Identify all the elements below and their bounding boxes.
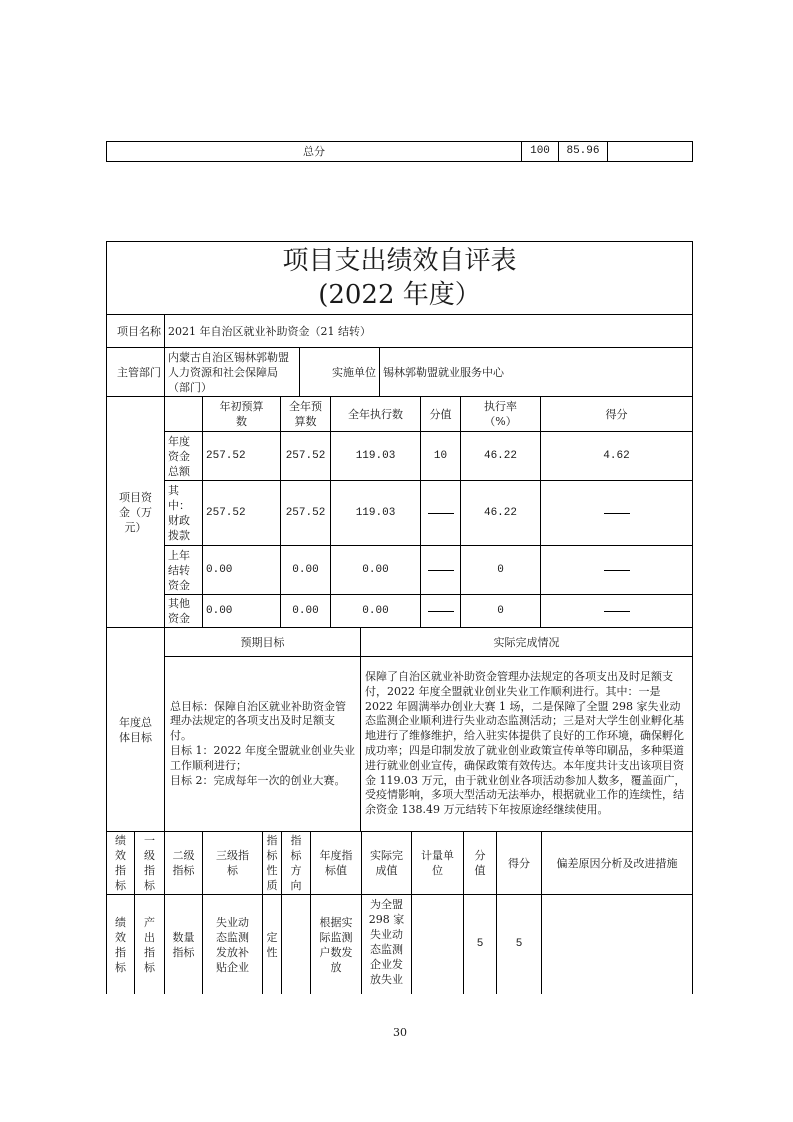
dash-mark (428, 570, 454, 571)
ind-row-perf: 绩效指标 (106, 894, 135, 994)
ind-header-unit: 计量单位 (411, 831, 464, 895)
dash-mark (604, 611, 630, 612)
ind-row-unit (411, 894, 464, 994)
ind-row-score: 5 (496, 894, 542, 994)
ind-header-level2: 二级指标 (164, 831, 203, 895)
form-title-line1: 项目支出绩效自评表 (282, 246, 517, 276)
funds-header-weight: 分值 (420, 396, 461, 432)
funds-header-executed: 全年执行数 (330, 396, 421, 432)
dash-mark (604, 570, 630, 571)
ind-header-perf: 绩效指标 (106, 831, 135, 895)
funds-row-label: 年度资金总额 (164, 431, 203, 481)
ind-header-actual: 实际完成值 (361, 831, 412, 895)
total-max: 100 (521, 141, 559, 162)
funds-row-annual: 0.00 (280, 545, 331, 595)
dash-mark (428, 513, 454, 514)
funds-row-label: 其中：财政拨款 (164, 480, 203, 546)
ind-row-target: 根据实际监测户数发放 (310, 894, 362, 994)
ind-row-actual: 为全盟 298 家失业动态监测企业发放失业 (361, 894, 412, 994)
funds-row-rate: 46.22 (460, 431, 541, 481)
funds-row-initial: 257.52 (202, 480, 281, 546)
funds-row-annual: 257.52 (280, 480, 331, 546)
ind-row-nature: 定性 (262, 894, 282, 994)
funds-row-rate: 0 (460, 594, 541, 628)
dept-value: 内蒙古自治区锡林郭勒盟人力资源和社会保障局（部门） (164, 347, 300, 397)
dash-mark (428, 611, 454, 612)
funds-header-initial: 年初预算数 (202, 396, 281, 432)
ind-header-score: 得分 (496, 831, 542, 895)
funds-header-annual: 全年预算数 (280, 396, 331, 432)
project-name-label: 项目名称 (106, 314, 165, 348)
ind-header-weight: 分值 (463, 831, 497, 895)
total-label: 总分 (106, 141, 522, 162)
ind-row-deviation (541, 894, 693, 994)
page-number: 30 (393, 1026, 407, 1039)
funds-header-rate: 执行率（%） (460, 396, 541, 432)
funds-row-annual: 257.52 (280, 431, 331, 481)
form-title-line2: (2022 年度） (318, 280, 481, 310)
goals-expected-text: 总目标：保障自治区就业补助资金管理办法规定的各项支出及时足额支付。 目标 1：2022 年度全盟就业创业失业工作顺利进行； 目标 2：完成每年一次的创业大赛。 (164, 656, 361, 832)
funds-row-score: 4.62 (540, 431, 693, 481)
goals-expected-header: 预期目标 (164, 627, 361, 657)
ind-row-weight: 5 (463, 894, 497, 994)
ind-row-level2: 数量指标 (164, 894, 203, 994)
ind-header-nature: 指标性质 (262, 831, 282, 895)
funds-row-score (540, 480, 693, 546)
total-note (607, 141, 693, 162)
ind-row-direction (281, 894, 311, 994)
funds-row-label: 上年结转资金 (164, 545, 203, 595)
goals-actual-text: 保障了自治区就业补助资金管理办法规定的各项支出及时足额支付，2022 年度全盟就业创业失业工作顺利进行。其中：一是 2022 年圆满举办创业大赛 1 场，二是保障了全盟 298 家失业动态监测企业顺利进行失业动态监测活动；三是对大学生创业孵化基地进行了维修维护，给入驻实体提供了良好的工作环境，确保孵化成功率；四是印制发放了就业创业政策宣传单等印刷品，多种渠道进行就业创业宣传，确保政策有效传达。本年度共计支出该项目资金 119.03 万元，由于就业创业各项活动参加人数多，覆盖面广，受疫情影响，多项大型活动无法举办，根据就业工作的连续性，结余资金 138.49 万元结转下年按原途经继续使用。 (360, 656, 693, 832)
funds-row-weight (420, 545, 461, 595)
funds-row-weight (420, 480, 461, 546)
goals-section-label: 年度总体目标 (106, 627, 165, 832)
ind-header-level3: 三级指标 (202, 831, 263, 895)
goals-actual-header: 实际完成情况 (360, 627, 693, 657)
funds-row-score (540, 545, 693, 595)
impl-label: 实施单位 (299, 347, 380, 397)
funds-row-label: 其他资金 (164, 594, 203, 628)
funds-row-executed: 119.03 (330, 480, 421, 546)
ind-header-direction: 指标方向 (281, 831, 311, 895)
funds-row-initial: 0.00 (202, 594, 281, 628)
funds-row-initial: 257.52 (202, 431, 281, 481)
funds-row-score (540, 594, 693, 628)
ind-row-level3: 失业动态监测发放补贴企业 (202, 894, 263, 994)
dash-mark (604, 513, 630, 514)
form-title (106, 241, 693, 315)
funds-row-weight (420, 594, 461, 628)
funds-section-label: 项目资金（万元） (106, 396, 165, 628)
funds-row-rate: 46.22 (460, 480, 541, 546)
total-score: 85.96 (558, 141, 608, 162)
funds-row-annual: 0.00 (280, 594, 331, 628)
ind-header-level1: 一级指标 (134, 831, 165, 895)
funds-row-executed: 0.00 (330, 545, 421, 595)
ind-header-deviation: 偏差原因分析及改进措施 (541, 831, 693, 895)
impl-value: 锡林郭勒盟就业服务中心 (379, 347, 693, 397)
funds-header-score: 得分 (540, 396, 693, 432)
funds-row-executed: 119.03 (330, 431, 421, 481)
funds-row-executed: 0.00 (330, 594, 421, 628)
funds-row-initial: 0.00 (202, 545, 281, 595)
ind-row-level1: 产出指标 (134, 894, 165, 994)
funds-row-weight: 10 (420, 431, 461, 481)
ind-header-target: 年度指标值 (310, 831, 362, 895)
dept-label: 主管部门 (106, 347, 165, 397)
project-name-value: 2021 年自治区就业补助资金（21 结转） (164, 314, 693, 348)
funds-row-rate: 0 (460, 545, 541, 595)
funds-header-blank (164, 396, 203, 432)
